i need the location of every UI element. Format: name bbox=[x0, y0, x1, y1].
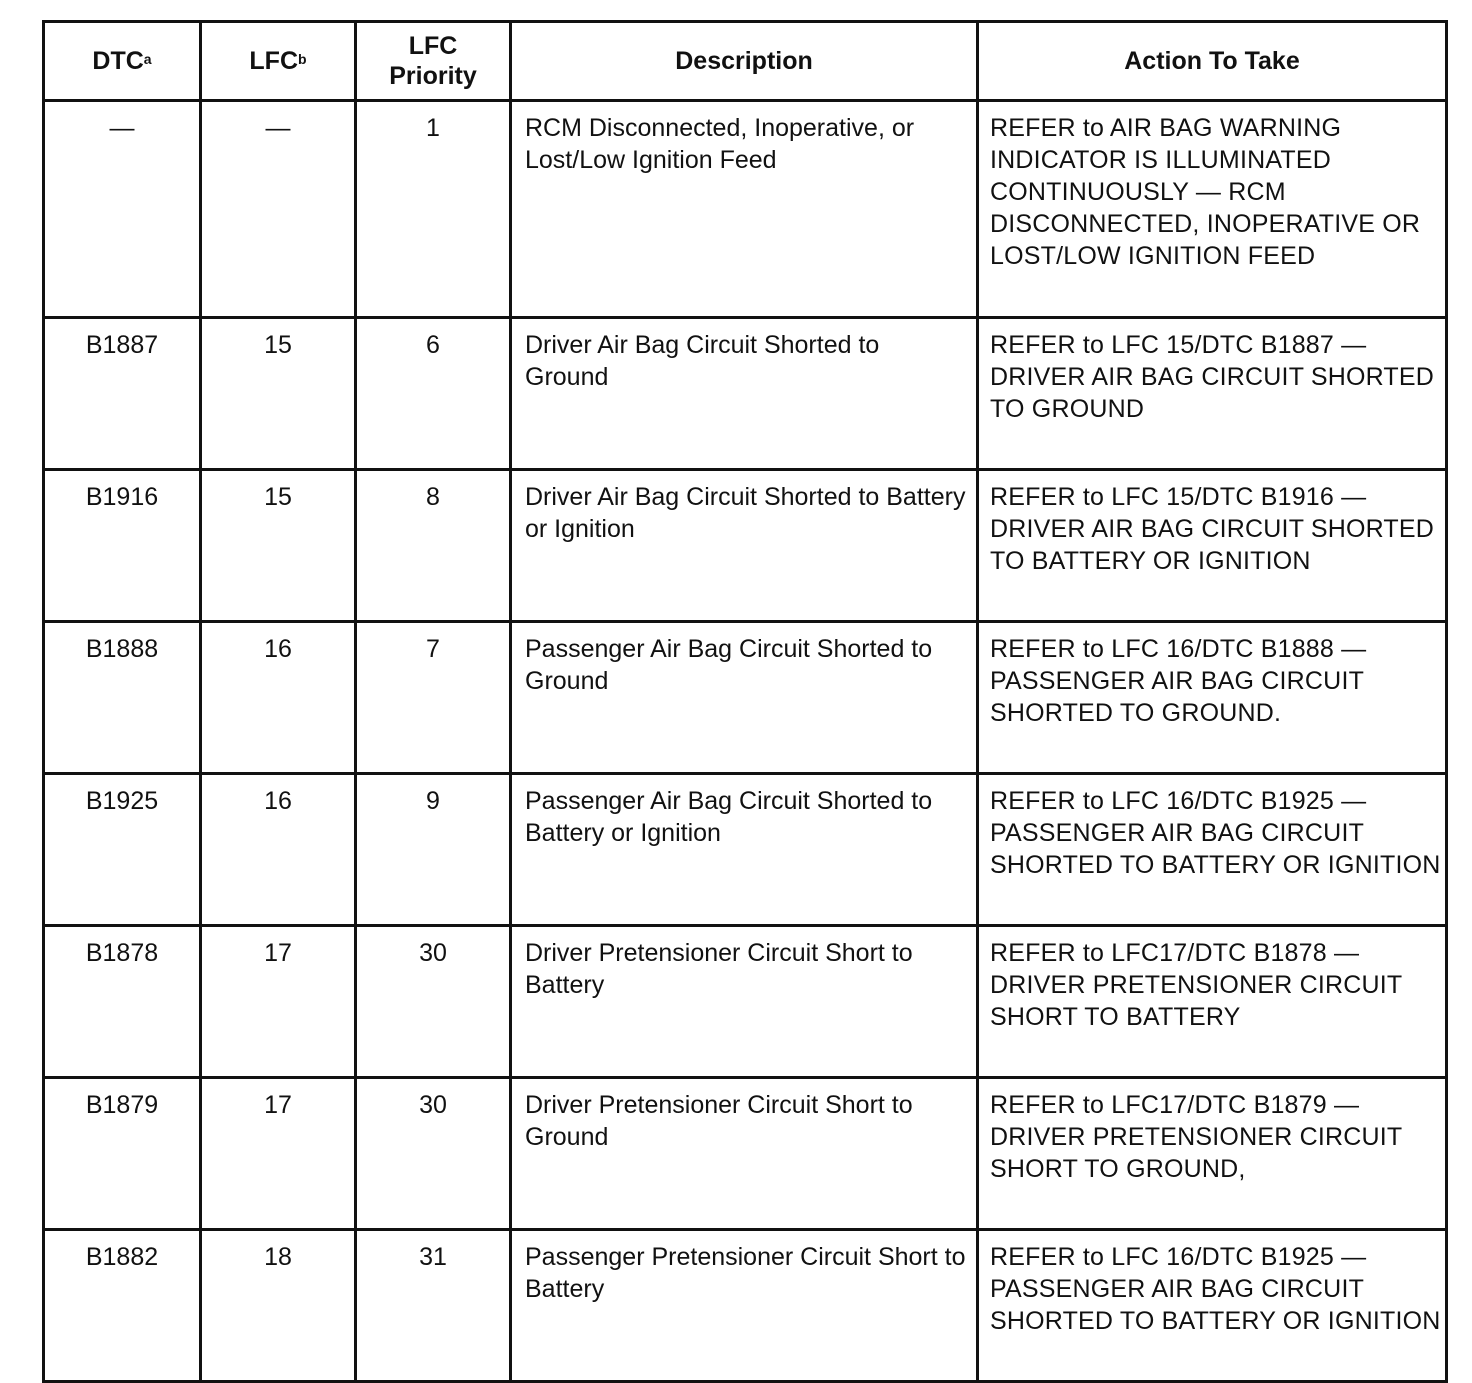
table-row bbox=[44, 318, 1447, 470]
action-cell: REFER to LFC 15/DTC B1887 — DRIVER AIR BAG CIRCUIT SHORTED TO GROUND bbox=[978, 318, 1447, 470]
header-dtc-label: DTC bbox=[92, 47, 144, 75]
dtc-lfc-table bbox=[42, 20, 1448, 1383]
lfc-cell: 18 bbox=[201, 1230, 356, 1382]
table-row bbox=[44, 622, 1447, 774]
priority-cell: 8 bbox=[356, 470, 511, 622]
priority-cell: 9 bbox=[356, 774, 511, 926]
description-cell: Driver Air Bag Circuit Shorted to Battery or Ignition bbox=[511, 470, 978, 622]
dtc-cell: B1888 bbox=[44, 622, 201, 774]
dtc-cell: B1882 bbox=[44, 1230, 201, 1382]
priority-cell: 30 bbox=[356, 926, 511, 1078]
lfc-cell: — bbox=[201, 101, 356, 318]
priority-cell: 7 bbox=[356, 622, 511, 774]
header-lfc-label: LFC bbox=[249, 47, 299, 75]
table-row bbox=[44, 1230, 1447, 1382]
lfc-cell: 17 bbox=[201, 1078, 356, 1230]
dtc-cell: B1887 bbox=[44, 318, 201, 470]
action-cell: REFER to LFC 16/DTC B1925 — PASSENGER AIR BAG CIRCUIT SHORTED TO BATTERY OR IGNITION bbox=[978, 774, 1447, 926]
table-row bbox=[44, 470, 1447, 622]
table-header-row bbox=[44, 22, 1447, 101]
action-cell: REFER to LFC17/DTC B1879 — DRIVER PRETENSIONER CIRCUIT SHORT TO GROUND, bbox=[978, 1078, 1447, 1230]
table-row bbox=[44, 774, 1447, 926]
dtc-table-container bbox=[42, 20, 1448, 1383]
action-cell: REFER to LFC 16/DTC B1888 — PASSENGER AIR BAG CIRCUIT SHORTED TO GROUND. bbox=[978, 622, 1447, 774]
lfc-cell: 16 bbox=[201, 774, 356, 926]
dtc-cell: B1878 bbox=[44, 926, 201, 1078]
description-cell: Driver Pretensioner Circuit Short to Battery bbox=[511, 926, 978, 1078]
lfc-cell: 16 bbox=[201, 622, 356, 774]
lfc-cell: 15 bbox=[201, 470, 356, 622]
dtc-cell: B1916 bbox=[44, 470, 201, 622]
action-cell: REFER to LFC17/DTC B1878 — DRIVER PRETENSIONER CIRCUIT SHORT TO BATTERY bbox=[978, 926, 1447, 1078]
table-row bbox=[44, 926, 1447, 1078]
header-dtc bbox=[44, 22, 201, 101]
action-cell: REFER to LFC 16/DTC B1925 — PASSENGER AIR BAG CIRCUIT SHORTED TO BATTERY OR IGNITION bbox=[978, 1230, 1447, 1382]
description-cell: Passenger Pretensioner Circuit Short to Battery bbox=[511, 1230, 978, 1382]
priority-cell: 6 bbox=[356, 318, 511, 470]
header-lfc bbox=[201, 22, 356, 101]
dtc-cell: B1879 bbox=[44, 1078, 201, 1230]
header-lfc-footnote: b bbox=[298, 51, 307, 67]
header-dtc-footnote: a bbox=[143, 51, 152, 67]
dtc-cell: — bbox=[44, 101, 201, 318]
lfc-cell: 15 bbox=[201, 318, 356, 470]
priority-cell: 31 bbox=[356, 1230, 511, 1382]
dtc-cell: B1925 bbox=[44, 774, 201, 926]
action-cell: REFER to AIR BAG WARNING INDICATOR IS ILLUMINATED CONTINUOUSLY — RCM DISCONNECTED, INOPERATIVE OR LOST/LOW IGNITION FEED bbox=[978, 101, 1447, 318]
priority-cell: 30 bbox=[356, 1078, 511, 1230]
priority-cell: 1 bbox=[356, 101, 511, 318]
lfc-cell: 17 bbox=[201, 926, 356, 1078]
header-priority-line1: LFC bbox=[408, 32, 458, 60]
description-cell: Driver Air Bag Circuit Shorted to Ground bbox=[511, 318, 978, 470]
table-row bbox=[44, 101, 1447, 318]
description-cell: Passenger Air Bag Circuit Shorted to Battery or Ignition bbox=[511, 774, 978, 926]
action-cell: REFER to LFC 15/DTC B1916 — DRIVER AIR BAG CIRCUIT SHORTED TO BATTERY OR IGNITION bbox=[978, 470, 1447, 622]
table-row bbox=[44, 1078, 1447, 1230]
description-cell: RCM Disconnected, Inoperative, or Lost/Low Ignition Feed bbox=[511, 101, 978, 318]
description-cell: Passenger Air Bag Circuit Shorted to Ground bbox=[511, 622, 978, 774]
description-cell: Driver Pretensioner Circuit Short to Ground bbox=[511, 1078, 978, 1230]
header-action: Action To Take bbox=[978, 22, 1447, 101]
header-priority-line2: Priority bbox=[389, 62, 477, 90]
header-lfc-priority bbox=[356, 22, 511, 101]
header-description: Description bbox=[511, 22, 978, 101]
